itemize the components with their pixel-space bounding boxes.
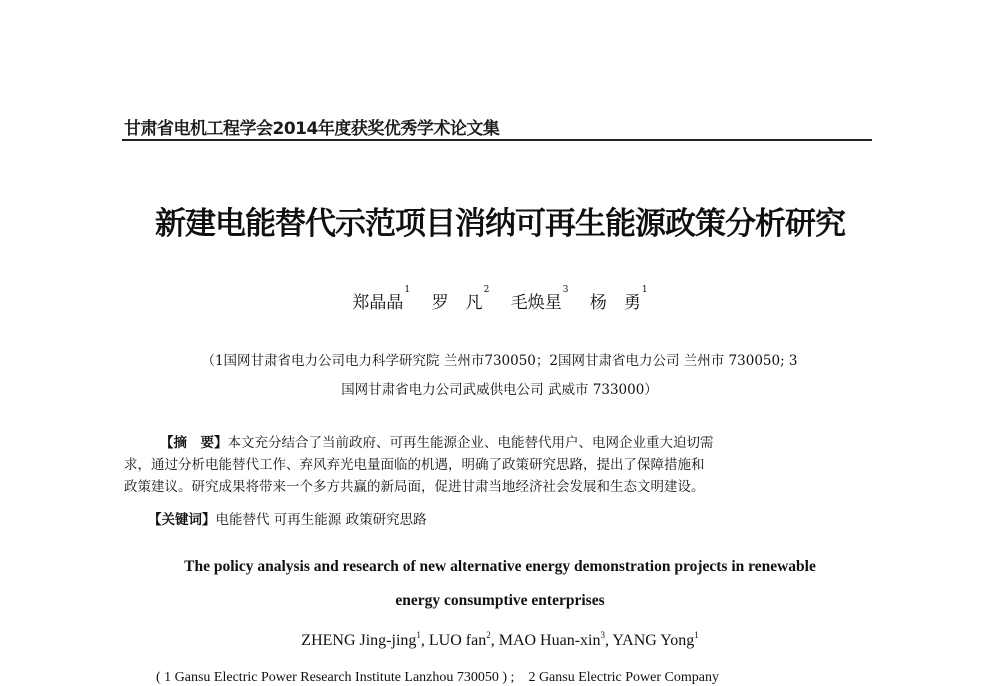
abstract-label: 【摘 要】: [160, 435, 228, 451]
paper-title-cn: 新建电能替代示范项目消纳可再生能源政策分析研究: [155, 206, 845, 242]
author-en: MAO Huan-xin$^3$,: [498, 630, 613, 649]
author-en: LUO fan$^2$,: [428, 630, 499, 649]
paper-title-en-line1: The policy analysis and research of new alternative energy demonstration projects in renewable: [184, 558, 816, 575]
proceedings-header: 甘肃省电机工程学会2014年度获奖优秀学术论文集: [124, 119, 500, 139]
author-cn: 杨 勇$^1$: [589, 285, 648, 313]
affiliation-cn-line2: 国网甘肃省电力公司武威供电公司 武威市 733000）: [341, 382, 658, 398]
abstract-line3: 政策建议。研究成果将带来一个多方共赢的新局面，促进甘肃当地经济社会发展和生态文明建设。: [124, 479, 705, 495]
authors-en: [0, 632, 1000, 650]
affiliation-en: ( 1 Gansu Electric Power Research Institute Lanzhou 730050 ) ; 2 Gansu Electric Power Company: [156, 670, 719, 685]
abstract-line1: 【摘 要】本文充分结合了当前政府、可再生能源企业、电能替代用户、电网企业重大迫切需: [160, 435, 714, 451]
author-cn: 郑晶晶$^1$: [352, 285, 411, 313]
abstract: [124, 432, 876, 498]
author-cn: 罗 凡$^2$: [431, 285, 490, 313]
author-cn: 毛焕星$^3$: [510, 285, 569, 313]
keywords-text: 电能替代 可再生能源 政策研究思路: [215, 512, 427, 528]
header-rule: [122, 139, 872, 141]
keywords: [148, 508, 427, 528]
keywords-label: 【关键词】: [148, 512, 216, 528]
abstract-line2: 求，通过分析电能替代工作、弃风弃光电量面临的机遇，明确了政策研究思路，提出了保障措施和: [124, 457, 705, 473]
author-en: ZHENG Jing-jing$^1$,: [301, 630, 429, 649]
paper-title-en-line2: energy consumptive enterprises: [395, 592, 605, 609]
authors-cn: [0, 285, 1000, 313]
affiliation-cn-line1: （1国网甘肃省电力公司电力科学研究院 兰州市730050；2国网甘肃省电力公司 兰州市 730050; 3: [201, 353, 798, 369]
author-en: YANG Yong$^1$: [612, 630, 699, 649]
